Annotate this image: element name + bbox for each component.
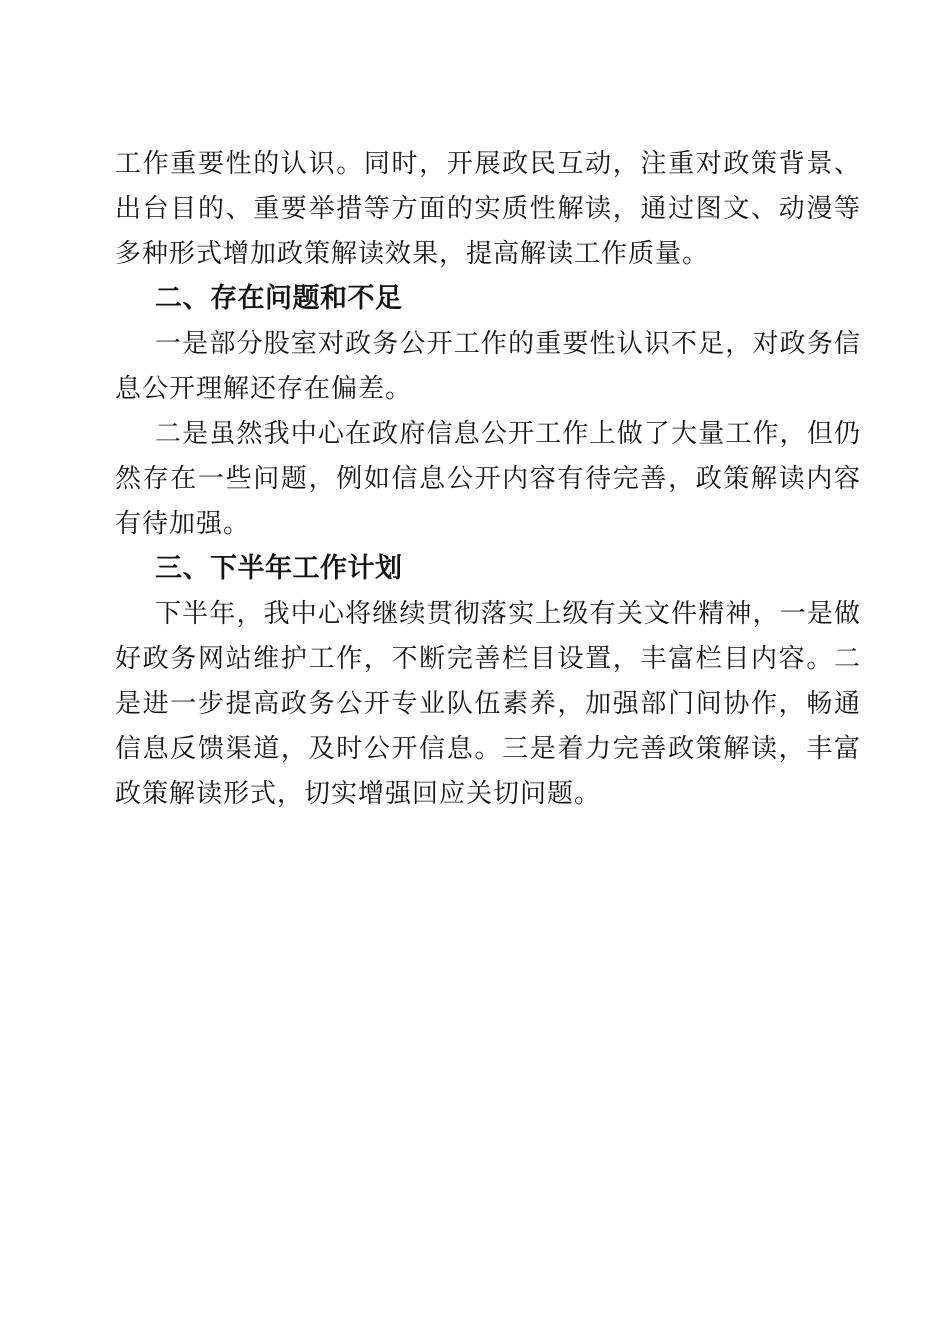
section3-heading: 三、下半年工作计划	[155, 553, 403, 584]
section3-para1-line-5: 政策解读形式，切实增强回应关切问题。	[115, 779, 602, 808]
section3-para1-line-3: 是进一步提高政务公开专业队伍素养，加强部门间协作，畅通	[115, 689, 860, 718]
section2-para2-line-2: 然存在一些问题，例如信息公开内容有待完善，政策解读内容	[115, 464, 860, 493]
section2-para1-line-2: 息公开理解还存在偏差。	[115, 374, 413, 403]
section3-para1-line-1: 下半年，我中心将继续贯彻落实上级有关文件精神，一是做	[155, 599, 860, 628]
intro-paragraph-line-2: 出台目的、重要举措等方面的实质性解读，通过图文、动漫等	[115, 194, 860, 223]
section2-para1-line-1: 一是部分股室对政务公开工作的重要性认识不足，对政务信	[155, 329, 860, 358]
intro-paragraph-line-1: 工作重要性的认识。同时，开展政民互动，注重对政策背景、	[115, 149, 860, 178]
section3-para1-line-4: 信息反馈渠道，及时公开信息。三是着力完善政策解读，丰富	[115, 734, 860, 763]
section2-para2-line-3: 有待加强。	[115, 509, 251, 538]
section2-para2-line-1: 二是虽然我中心在政府信息公开工作上做了大量工作，但仍	[155, 419, 860, 448]
section2-heading: 二、存在问题和不足	[155, 283, 403, 314]
intro-paragraph-line-3: 多种形式增加政策解读效果，提高解读工作质量。	[115, 239, 710, 268]
document-body	[115, 141, 860, 816]
section3-para1-line-2: 好政务网站维护工作，不断完善栏目设置，丰富栏目内容。二	[115, 644, 860, 673]
